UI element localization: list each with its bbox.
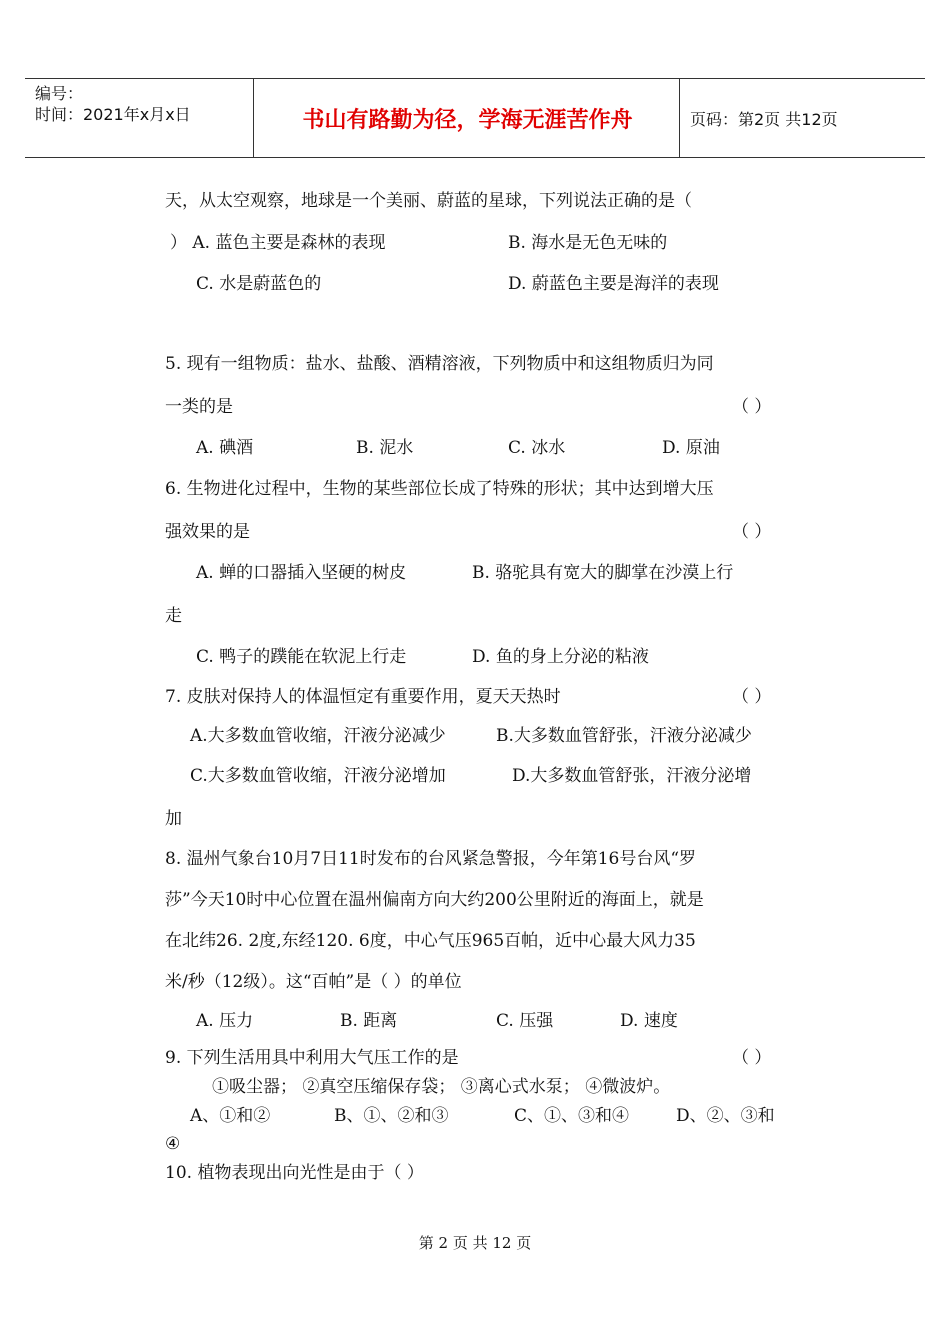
question-5: 5. 现有一组物质：盐水、盐酸、酒精溶液，下列物质中和这组物质归为同 <box>165 354 714 374</box>
text-line: ④ <box>165 1134 181 1154</box>
option-a: A. 蝉的口器插入坚硬的树皮 <box>196 563 407 583</box>
option-c: C、①、③和④ <box>514 1106 630 1126</box>
text-line: 米/秒（12级）。这“百帕”是（ ）的单位 <box>165 972 462 992</box>
option-d: D. 速度 <box>620 1011 678 1031</box>
option-d: D. 鱼的身上分泌的粘液 <box>472 647 649 667</box>
option-c: C. 压强 <box>496 1011 554 1031</box>
option-b: B.大多数血管舒张，汗液分泌减少 <box>496 726 752 746</box>
text-line: 加 <box>165 809 182 829</box>
question-6: 6. 生物进化过程中，生物的某些部位长成了特殊的形状；其中达到增大压 <box>165 479 714 499</box>
question-10: 10. 植物表现出向光性是由于（ ） <box>165 1163 424 1183</box>
text-line: 一类的是 <box>165 397 233 417</box>
text-line: 强效果的是 <box>165 522 250 542</box>
option-d: D. 原油 <box>662 438 720 458</box>
item-list: ①吸尘器； ②真空压缩保存袋； ③离心式水泵； ④微波炉。 <box>212 1077 671 1097</box>
option-c: C. 水是蔚蓝色的 <box>196 274 322 294</box>
option-b: B、①、②和③ <box>334 1106 449 1126</box>
text-line: 走 <box>165 606 182 626</box>
option-c: C. 鸭子的蹼能在软泥上行走 <box>196 647 407 667</box>
option-d: D.大多数血管舒张，汗液分泌增 <box>512 766 752 786</box>
option-c: C.大多数血管收缩，汗液分泌增加 <box>190 766 446 786</box>
answer-paren: （ ） <box>732 522 772 542</box>
header-divider <box>253 79 254 157</box>
question-8: 8. 温州气象台10月7日11时发布的台风紧急警报，今年第16号台风“罗 <box>165 849 697 869</box>
answer-paren: （ ） <box>732 1048 772 1068</box>
page-header <box>25 78 925 158</box>
option-d: D. 蔚蓝色主要是海洋的表现 <box>508 274 719 294</box>
option-a: ） A. 蓝色主要是森林的表现 <box>170 233 386 253</box>
document-time-label: 时间：2021年x月x日 <box>35 105 191 124</box>
option-b: B. 泥水 <box>356 438 414 458</box>
header-page-label: 页码：第2页 共12页 <box>690 109 838 129</box>
option-a: A. 压力 <box>196 1011 254 1031</box>
question-7: 7. 皮肤对保持人的体温恒定有重要作用，夏天天热时 <box>165 687 561 707</box>
option-a: A. 碘酒 <box>196 438 254 458</box>
text-line: 在北纬26. 2度,东经120. 6度，中心气压965百帕，近中心最大风力35 <box>165 931 696 951</box>
answer-paren: （ ） <box>732 397 772 417</box>
document-number-label: 编号： <box>35 84 84 103</box>
header-motto: 书山有路勤为径，学海无涯苦作舟 <box>302 107 633 133</box>
answer-paren: （ ） <box>732 687 772 707</box>
text-line: 莎”今天10时中心位置在温州偏南方向大约200公里附近的海面上，就是 <box>165 890 704 910</box>
option-b: B. 距离 <box>340 1011 398 1031</box>
option-b: B. 海水是无色无味的 <box>508 233 668 253</box>
page-footer: 第 2 页 共 12 页 <box>418 1234 532 1252</box>
question-9: 9. 下列生活用具中利用大气压工作的是 <box>165 1048 459 1068</box>
header-divider <box>679 79 680 157</box>
option-a: A.大多数血管收缩，汗液分泌减少 <box>190 726 446 746</box>
option-a: A、①和② <box>190 1106 271 1126</box>
option-c: C. 冰水 <box>508 438 566 458</box>
header-meta <box>35 83 191 125</box>
text-line: 天，从太空观察，地球是一个美丽、蔚蓝的星球，下列说法正确的是（ <box>165 191 692 211</box>
option-b: B. 骆驼具有宽大的脚掌在沙漠上行 <box>472 563 734 583</box>
option-d: D、②、③和 <box>676 1106 775 1126</box>
